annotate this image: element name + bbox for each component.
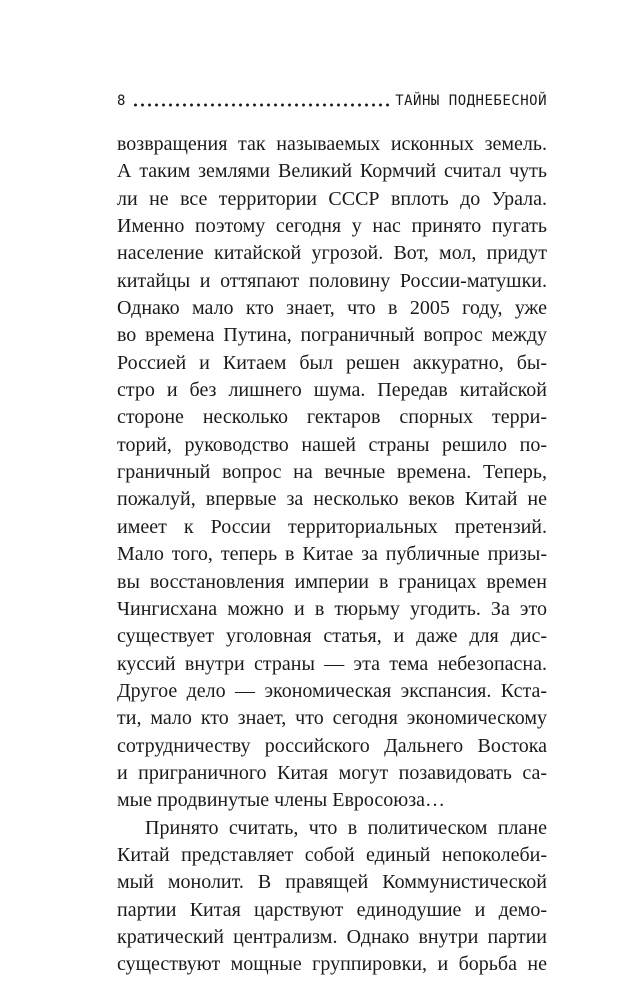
text-line: Мало того, теперь в Китае за публичные призы-: [117, 543, 547, 566]
text-line: ти, мало кто знает, что сегодня экономическому: [117, 707, 547, 730]
text-line: пожалуй, впервые за несколько веков Китай не: [117, 488, 547, 511]
text-line: китайцы и оттяпают половину России-матушки.: [117, 269, 547, 292]
text-line: граничный вопрос на вечные времена. Теперь,: [117, 461, 547, 484]
text-line: стороне несколько гектаров спорных терри-: [117, 406, 547, 429]
text-line: Другое дело — экономическая экспансия. Кста-: [117, 679, 547, 702]
text-line: торий, руководство нашей страны решило по-: [117, 433, 547, 456]
text-line: Принято считать, что в политическом плане: [145, 816, 547, 839]
text-line: существуют мощные группировки, и борьба не: [117, 953, 547, 976]
text-line: имеет к России территориальных претензий.: [117, 515, 547, 538]
text-line: партии Китая царствуют единодушие и демо-: [117, 898, 547, 921]
text-line: население китайской угрозой. Вот, мол, придут: [117, 242, 547, 265]
text-line: во времена Путина, пограничный вопрос между: [117, 324, 547, 347]
text-line: кратический централизм. Однако внутри партии: [117, 925, 547, 948]
paragraph-1: [117, 131, 547, 815]
text-line: стро и без лишнего шума. Передав китайской: [117, 379, 547, 402]
text-line: Однако мало кто знает, что в 2005 году, уже: [117, 297, 547, 320]
paragraph-2: [117, 815, 547, 979]
page-number: 8: [117, 93, 126, 109]
text-line: Чингисхана можно и в тюрьму угодить. За это: [117, 597, 547, 620]
text-line: мые продвинутые члены Евросоюза…: [117, 789, 445, 812]
text-line: Китай представляет собой единый непоколеби-: [117, 843, 547, 866]
body-text: [117, 131, 547, 979]
text-line: Именно поэтому сегодня у нас принято пугать: [117, 215, 547, 238]
running-title: ТАЙНЫ ПОДНЕБЕСНОЙ: [395, 93, 547, 109]
running-head: [117, 90, 547, 112]
dot-leader: [132, 103, 389, 107]
text-line: вы восстановления империи в границах времен: [117, 570, 547, 593]
text-line: куссий внутри страны — эта тема небезопасна.: [117, 652, 547, 675]
text-line: Россией и Китаем был решен аккуратно, бы-: [117, 351, 547, 374]
text-line: мый монолит. В правящей Коммунистической: [117, 871, 547, 894]
text-line: возвращения так называемых исконных земель.: [117, 133, 547, 155]
text-line: А таким землями Великий Кормчий считал чуть: [117, 160, 547, 183]
text-line: сотрудничеству российского Дальнего Востока: [117, 734, 547, 757]
text-line: и приграничного Китая могут позавидовать са-: [117, 761, 547, 784]
text-line: ли не все территории СССР вплоть до Урала.: [117, 187, 547, 210]
text-line: существует уголовная статья, и даже для дис-: [117, 625, 547, 648]
